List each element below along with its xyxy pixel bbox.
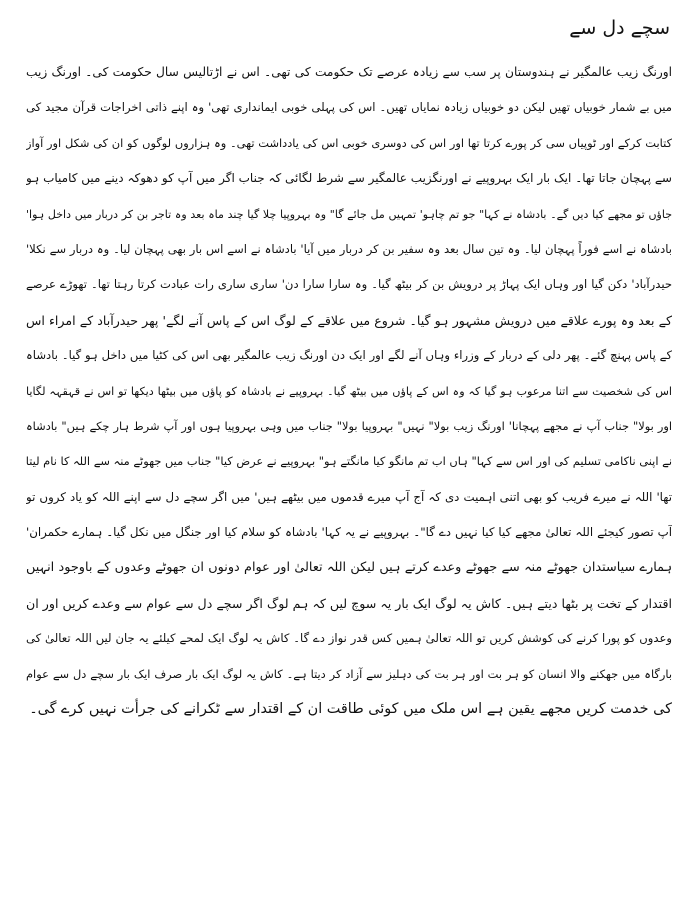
text-line: ہمارے سیاستدان جھوٹے منہ سے جھوٹے وعدے کرتے ہیں لیکن اللہ تعالیٰ اور عوام دونوں ان جھوٹے وعدوں کے باوجود انہیں bbox=[26, 560, 672, 576]
text-line: کی خدمت کریں مجھے یقین ہے اس ملک میں کوئی طاقت ان کے اقتدار سے ٹکرانے کی جرأت نہیں کرے گی۔ bbox=[29, 701, 672, 718]
text-line: کتابت کرکے اور ٹوپیاں سی کر پورے کرتا تھا اور اس کی دوسری خوبی اس کی یادداشت تھی۔ وہ ہزاروں لوگوں کو ان کی شکل اور آواز bbox=[26, 135, 672, 150]
text-line: کے پاس پہنچ گئے۔ پھر دلی کے دربار کے وزراء وہاں آنے لگے اور ایک دن اورنگ زیب عالمگیر بھی اس کی کٹیا میں داخل ہو گیا۔ بادشاہ bbox=[26, 348, 672, 363]
text-line: آپ تصور کیجئے اللہ تعالیٰ مجھے کیا کیا نہیں دے گا"۔ بہروپیے نے یہ کہا' بادشاہ کو سلام کیا اور جنگل میں نکل گیا۔ ہمارے حکمران' bbox=[26, 525, 672, 540]
text-line: اقتدار کے تخت پر بٹھا دیتے ہیں۔ کاش یہ لوگ ایک بار یہ سوچ لیں کہ ہم لوگ اگر سچے دل سے عوام سے وعدے کریں اور ان bbox=[26, 595, 672, 611]
text-line: کے بعد وہ پورے علاقے میں درویش مشہور ہو گیا۔ شروع میں علاقے کے لوگ اس کے پاس آنے لگے' پھر حیدرآباد کے امراء اس bbox=[26, 312, 672, 328]
text-line: بارگاہ میں جھکنے والا انسان کو ہر بت اور ہر بت کی دہلیز سے آزاد کر دیتا ہے۔ کاش یہ لوگ ایک بار صرف ایک بار سچے دل سے عوام bbox=[26, 666, 672, 681]
text-line: بادشاہ نے اسے فوراً پہچان لیا۔ وہ تین سال بعد وہ سفیر بن کر دربار میں آیا' بادشاہ نے اسے اس بار بھی پہچان لیا۔ وہ دربار سے نکلا' bbox=[26, 241, 672, 256]
text-line: حیدرآباد' دکن گیا اور وہاں ایک پہاڑ پر درویش بن کر بیٹھ گیا۔ وہ سارا سارا دن' ساری ساری رات عبادت کرتا رہتا تھا۔ تھوڑے عرصے bbox=[26, 277, 672, 292]
text-line: جاؤں تو مجھے کیا دیں گے۔ بادشاہ نے کہا" جو تم چاہو' تمہیں مل جائے گا" وہ بہروپیا چلا گیا چند ماہ بعد وہ تاجر بن کر دربار میں داخل ہوا' bbox=[26, 207, 672, 221]
text-line: سے پہچان جاتا تھا۔ ایک بار ایک بہروپیے نے اورنگزیب عالمگیر سے شرط لگائی کہ جناب اگر میں آپ کو دھوکہ دینے میں کامیاب ہو bbox=[26, 171, 672, 186]
article-title: سچے دل سے bbox=[569, 17, 670, 39]
text-line: اورنگ زیب عالمگیر نے ہندوستان پر سب سے زیادہ عرصے تک حکومت کی تھی۔ اس نے اڑتالیس سال حکومت کی۔ اورنگ زیب bbox=[26, 65, 672, 79]
text-line: اور بولا" جناب آپ نے مجھے پہچانا' اورنگ زیب بولا" نہیں" بہروپیا بولا" جناب میں وہی بہروپیا ہوں اور آپ شرط ہار چکے ہیں" بادشاہ bbox=[26, 418, 672, 433]
text-line: اس کی شخصیت سے اتنا مرعوب ہو گیا کہ وہ اس کے پاؤں میں بیٹھ گیا۔ بہروپیے نے بادشاہ کو پاؤں میں بیٹھا دیکھا تو اس نے قہقہہ لگایا bbox=[26, 384, 672, 398]
text-line: تھا' اللہ نے میرے فریب کو بھی اتنی اہمیت دی کہ آج آپ میرے قدموں میں بیٹھے ہیں' میں اگر سچے دل سے اپنے اللہ کو یاد کروں تو bbox=[26, 489, 672, 504]
article-body bbox=[26, 55, 672, 727]
text-line: میں بے شمار خوبیاں تھیں لیکن دو خوبیاں زیادہ نمایاں تھیں۔ اس کی پہلی خوبی ایمانداری تھی' وہ اپنے ذاتی اخراجات قرآن مجید کی bbox=[26, 100, 672, 115]
text-line: وعدوں کو پورا کرنے کی کوشش کریں تو اللہ تعالیٰ ہمیں کس قدر نواز دے گا۔ کاش یہ لوگ ایک لمحے کیلئے یہ جان لیں اللہ تعالیٰ کی bbox=[26, 631, 672, 646]
text-line: نے اپنی ناکامی تسلیم کی اور اس سے کہا" ہاں اب تم مانگو کیا مانگتے ہو" بہروپیے نے عرض کیا" جناب میں جھوٹے منہ سے اللہ کا نام لیتا bbox=[26, 454, 672, 469]
